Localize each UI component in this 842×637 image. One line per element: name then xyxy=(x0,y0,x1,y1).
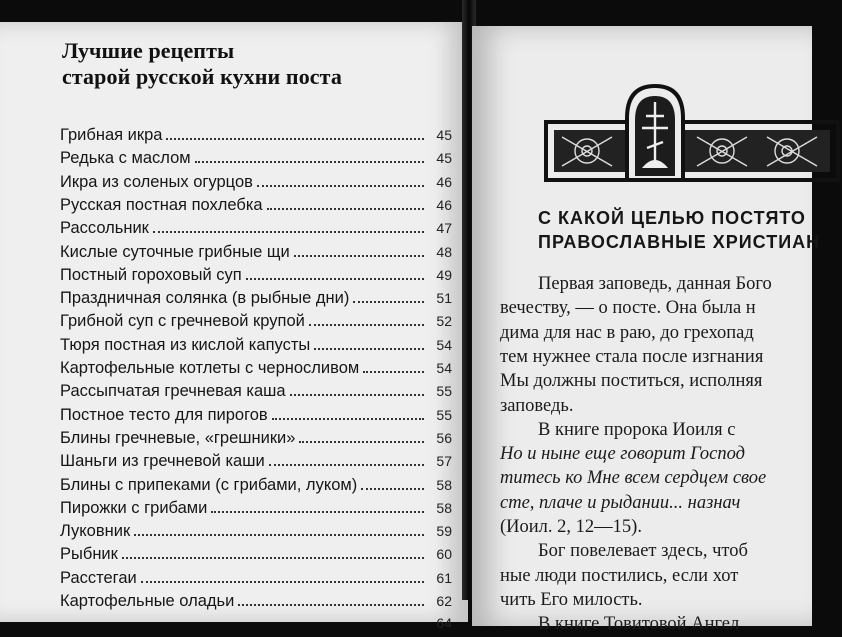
toc-row xyxy=(60,476,452,498)
toc-leader-dots xyxy=(299,441,424,443)
toc-entry-label: Грибная икра xyxy=(60,126,163,144)
body-text-line: сте, плаче и рыдании... назнач xyxy=(500,492,741,513)
toc-page-number: 60 xyxy=(436,546,452,563)
body-text-line: чить Его милость. xyxy=(500,589,643,610)
body-text-line: Бог повелевает здесь, чтоб xyxy=(538,541,748,562)
toc-leader-dots xyxy=(309,324,424,326)
toc-leader-dots xyxy=(294,255,424,257)
body-text-line: титесь ко Мне всем сердцем свое xyxy=(500,468,767,489)
toc-row xyxy=(60,312,452,334)
toc-page-number: 52 xyxy=(436,313,452,330)
toc-leader-dots xyxy=(141,581,424,583)
toc-entry-label: Тюря постная из кислой капусты xyxy=(60,335,311,354)
body-text-line: В книге Товитовой Ангел xyxy=(538,614,740,635)
toc-row xyxy=(60,219,452,241)
left-page xyxy=(0,22,468,632)
toc-leader-dots xyxy=(153,231,424,233)
toc-page-number: 48 xyxy=(436,243,452,260)
toc-leader-dots xyxy=(353,301,424,303)
toc-leader-dots xyxy=(257,185,424,187)
toc-page-number: 57 xyxy=(436,453,452,470)
toc-row xyxy=(60,243,452,265)
toc-title-line-1: Лучшие рецепты xyxy=(62,38,235,63)
body-text-line: (Иоил. 2, 12—15). xyxy=(500,517,642,537)
toc-entry-label: Кислые суточные грибные щи xyxy=(60,242,290,261)
body-text-line: тем нужнее стала после изгнания xyxy=(500,346,764,367)
toc-page-number: 45 xyxy=(436,150,452,167)
toc-row xyxy=(60,452,452,474)
toc-leader-dots xyxy=(363,371,424,373)
body-text-line: Но и ныне еще говорит Господ xyxy=(500,444,745,465)
body-text-line: дима для нас в раю, до грехопад xyxy=(500,322,754,343)
toc-leader-dots xyxy=(269,464,424,466)
toc-page-number: 55 xyxy=(436,406,452,423)
body-text-line: ные люди постились, если хот xyxy=(500,565,739,586)
toc-entry-label: Рассыпчатая гречневая каша xyxy=(60,382,286,401)
toc-page-number: 46 xyxy=(436,173,452,190)
toc-leader-dots xyxy=(267,208,424,210)
toc-row xyxy=(60,149,452,171)
toc-entry-label: Икра из соленых огурцов xyxy=(60,172,253,191)
toc-entry-label: Расстегаи xyxy=(60,568,137,587)
toc-page-number: 47 xyxy=(436,220,452,237)
body-text-line: Мы должны поститься, исполняя xyxy=(500,371,763,392)
toc-page-number: 62 xyxy=(436,593,452,609)
toc-row xyxy=(60,173,452,195)
body-text-line: заповедь. xyxy=(500,395,574,416)
toc-page-number: 54 xyxy=(436,336,452,353)
ornamental-header-icon xyxy=(542,82,842,192)
right-page xyxy=(472,26,821,635)
toc-entry-label: Постный гороховый суп xyxy=(60,265,242,284)
toc-leader-dots xyxy=(166,138,424,140)
toc-leader-dots xyxy=(211,511,424,513)
toc-page-number: 46 xyxy=(436,196,452,213)
toc-row xyxy=(60,266,452,288)
toc-leader-dots xyxy=(361,488,424,490)
toc-page-number: 64 xyxy=(436,615,452,632)
toc-entry-label: Луковник xyxy=(60,522,131,541)
toc-leader-dots xyxy=(272,418,424,420)
toc-row xyxy=(60,499,452,521)
toc-entry-label: Блины с припеками (с грибами, луком) xyxy=(60,475,358,494)
toc-entry-label: Пирожки с грибами xyxy=(60,498,208,517)
toc-entry-label: Картофельные котлеты с черносливом xyxy=(60,359,360,377)
toc-row xyxy=(60,196,452,218)
toc-row xyxy=(60,126,452,148)
toc-row xyxy=(60,522,452,544)
toc-row xyxy=(60,382,452,404)
toc-entry-label: Редька с маслом xyxy=(60,149,191,168)
toc-row xyxy=(60,545,452,567)
toc-leader-dots xyxy=(195,161,424,163)
toc-row xyxy=(60,569,452,591)
toc-page-number: 49 xyxy=(436,266,452,283)
toc-entry-label: Блины гречневые, «грешники» xyxy=(60,428,296,447)
body-text-line: В книге пророка Иоиля с xyxy=(538,419,736,440)
toc-entry-label: Постное тесто для пирогов xyxy=(60,405,268,424)
toc-leader-dots xyxy=(290,394,424,396)
toc-leader-dots xyxy=(246,278,424,280)
toc-row xyxy=(60,289,452,311)
toc-row xyxy=(60,615,452,637)
body-text-line: Первая заповедь, данная Бого xyxy=(538,274,772,294)
toc-leader-dots xyxy=(238,604,424,606)
chapter-heading-line-1: С КАКОЙ ЦЕЛЬЮ ПОСТЯТО xyxy=(538,208,806,228)
toc-page-number: 56 xyxy=(436,429,452,446)
toc-entry-label: Праздничная солянка (в рыбные дни) xyxy=(60,289,350,308)
toc-page-number: 61 xyxy=(436,569,452,586)
toc-row xyxy=(60,359,452,381)
toc-leader-dots xyxy=(122,557,424,559)
toc-entry-label: Рассольник xyxy=(60,219,149,238)
toc-leader-dots xyxy=(134,534,424,536)
toc-entry-label: Шаньги из гречневой каши xyxy=(60,452,265,471)
toc-page-number: 55 xyxy=(436,383,452,400)
toc-entry-label: Русская постная похлебка xyxy=(60,195,263,214)
chapter-heading-line-2: ПРАВОСЛАВНЫЕ ХРИСТИАН xyxy=(538,232,821,252)
body-text-line: вечеству, — о посте. Она была н xyxy=(500,298,756,319)
toc-entry-label: Рыбник xyxy=(60,545,118,564)
toc-entry-label: Картофельные оладьи xyxy=(60,592,235,610)
toc-entry-label: Грибной суп с гречневой крупой xyxy=(60,312,305,331)
toc-row xyxy=(60,406,452,428)
toc-row xyxy=(60,336,452,358)
toc-page-number: 51 xyxy=(436,290,452,307)
toc-page-number: 59 xyxy=(436,523,452,540)
toc-page-number: 45 xyxy=(436,127,452,143)
toc-row xyxy=(60,592,452,614)
toc-page-number: 54 xyxy=(436,360,452,376)
toc-page-number: 58 xyxy=(436,476,452,493)
toc-title-line-2: старой русской кухни поста xyxy=(62,64,342,89)
toc-row xyxy=(60,429,452,451)
toc-leader-dots xyxy=(314,348,424,350)
toc-page-number: 58 xyxy=(436,499,452,516)
